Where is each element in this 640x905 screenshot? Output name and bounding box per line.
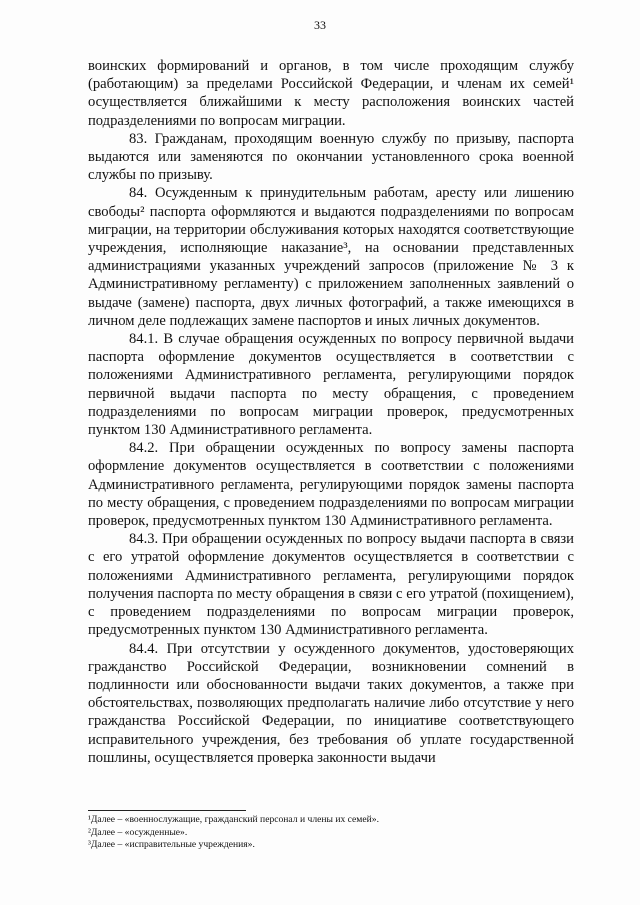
footnote-1: ¹Далее – «военнослужащие, гражданский персонал и члены их семей».: [88, 814, 379, 825]
paragraph-83: 83. Гражданам, проходящим военную службу по призыву, паспорта выдаются или заменяются по окончании установленного срока военной службы по призыву.: [88, 130, 574, 184]
paragraph-84-1: 84.1. В случае обращения осужденных по вопросу первичной выдачи паспорта оформление документов осуществляется в соответствии с положениями Административного регламента, регулирующими порядок первичной выдачи паспорта по месту обращения, с проведением подразделениями по вопросам миграции проверок, предусмотренных пунктом 130 Административного регламента.: [88, 331, 574, 439]
footnote-3: ³Далее – «исправительные учреждения».: [88, 839, 255, 850]
page-number: 33: [314, 18, 326, 32]
paragraph-84-3: 84.3. При обращении осужденных по вопросу выдачи паспорта в связи с его утратой оформление документов осуществляется в соответствии с положениями Административного регламента, регулирующими порядок получения паспорта по месту обращения в связи с его утратой (похищением), с проведением подразделениями по вопросам миграции проверок, предусмотренных пунктом 130 Административного регламента.: [88, 531, 574, 639]
paragraph-84-4: 84.4. При отсутствии у осужденного документов, удостоверяющих гражданство Российской Федерации, возникновении сомнений в подлинности или обоснованности выдачи таких документов, а также при обстоятельствах, позволяющих предполагать наличие либо отсутствие у него гражданства Российской Федерации, по инициативе соответствующего исправительного учреждения, без требования об уплате государственной пошлины, осуществляется проверка законности выдачи: [88, 640, 574, 766]
body-text: [88, 57, 574, 767]
paragraph-84: 84. Осужденным к принудительным работам, аресту или лишению свободы² паспорта оформляются и выдаются подразделениями по вопросам миграции, на территории обслуживания которых находятся соответствующие учреждения, исполняющие наказание³, на основании представленных администрациями указанных учреждений запросов (приложение № 3 к Административному регламенту) с приложением заполненных заявлений о выдаче (замене) паспорта, двух личных фотографий, а также имеющихся в личном деле подлежащих замене паспортов и иных личных документов.: [88, 185, 574, 329]
paragraph-continuation: воинских формирований и органов, в том числе проходящим службу (работающим) за пределами Российской Федерации, и членам их семей¹ осуществляется ближайшими к месту расположения воинских частей подразделениями по вопросам миграции.: [88, 58, 574, 129]
paragraph-84-2: 84.2. При обращении осужденных по вопросу замены паспорта оформление документов осуществляется в соответствии с положениями Административного регламента, регулирующими порядок замены паспорта по месту обращения, с проведением подразделениями по вопросам миграции проверок, предусмотренных пунктом 130 Административного регламента.: [88, 440, 574, 530]
footnote-divider: [88, 810, 246, 811]
footnote-2: ²Далее – «осужденные».: [88, 826, 188, 838]
footnotes: [88, 814, 568, 852]
